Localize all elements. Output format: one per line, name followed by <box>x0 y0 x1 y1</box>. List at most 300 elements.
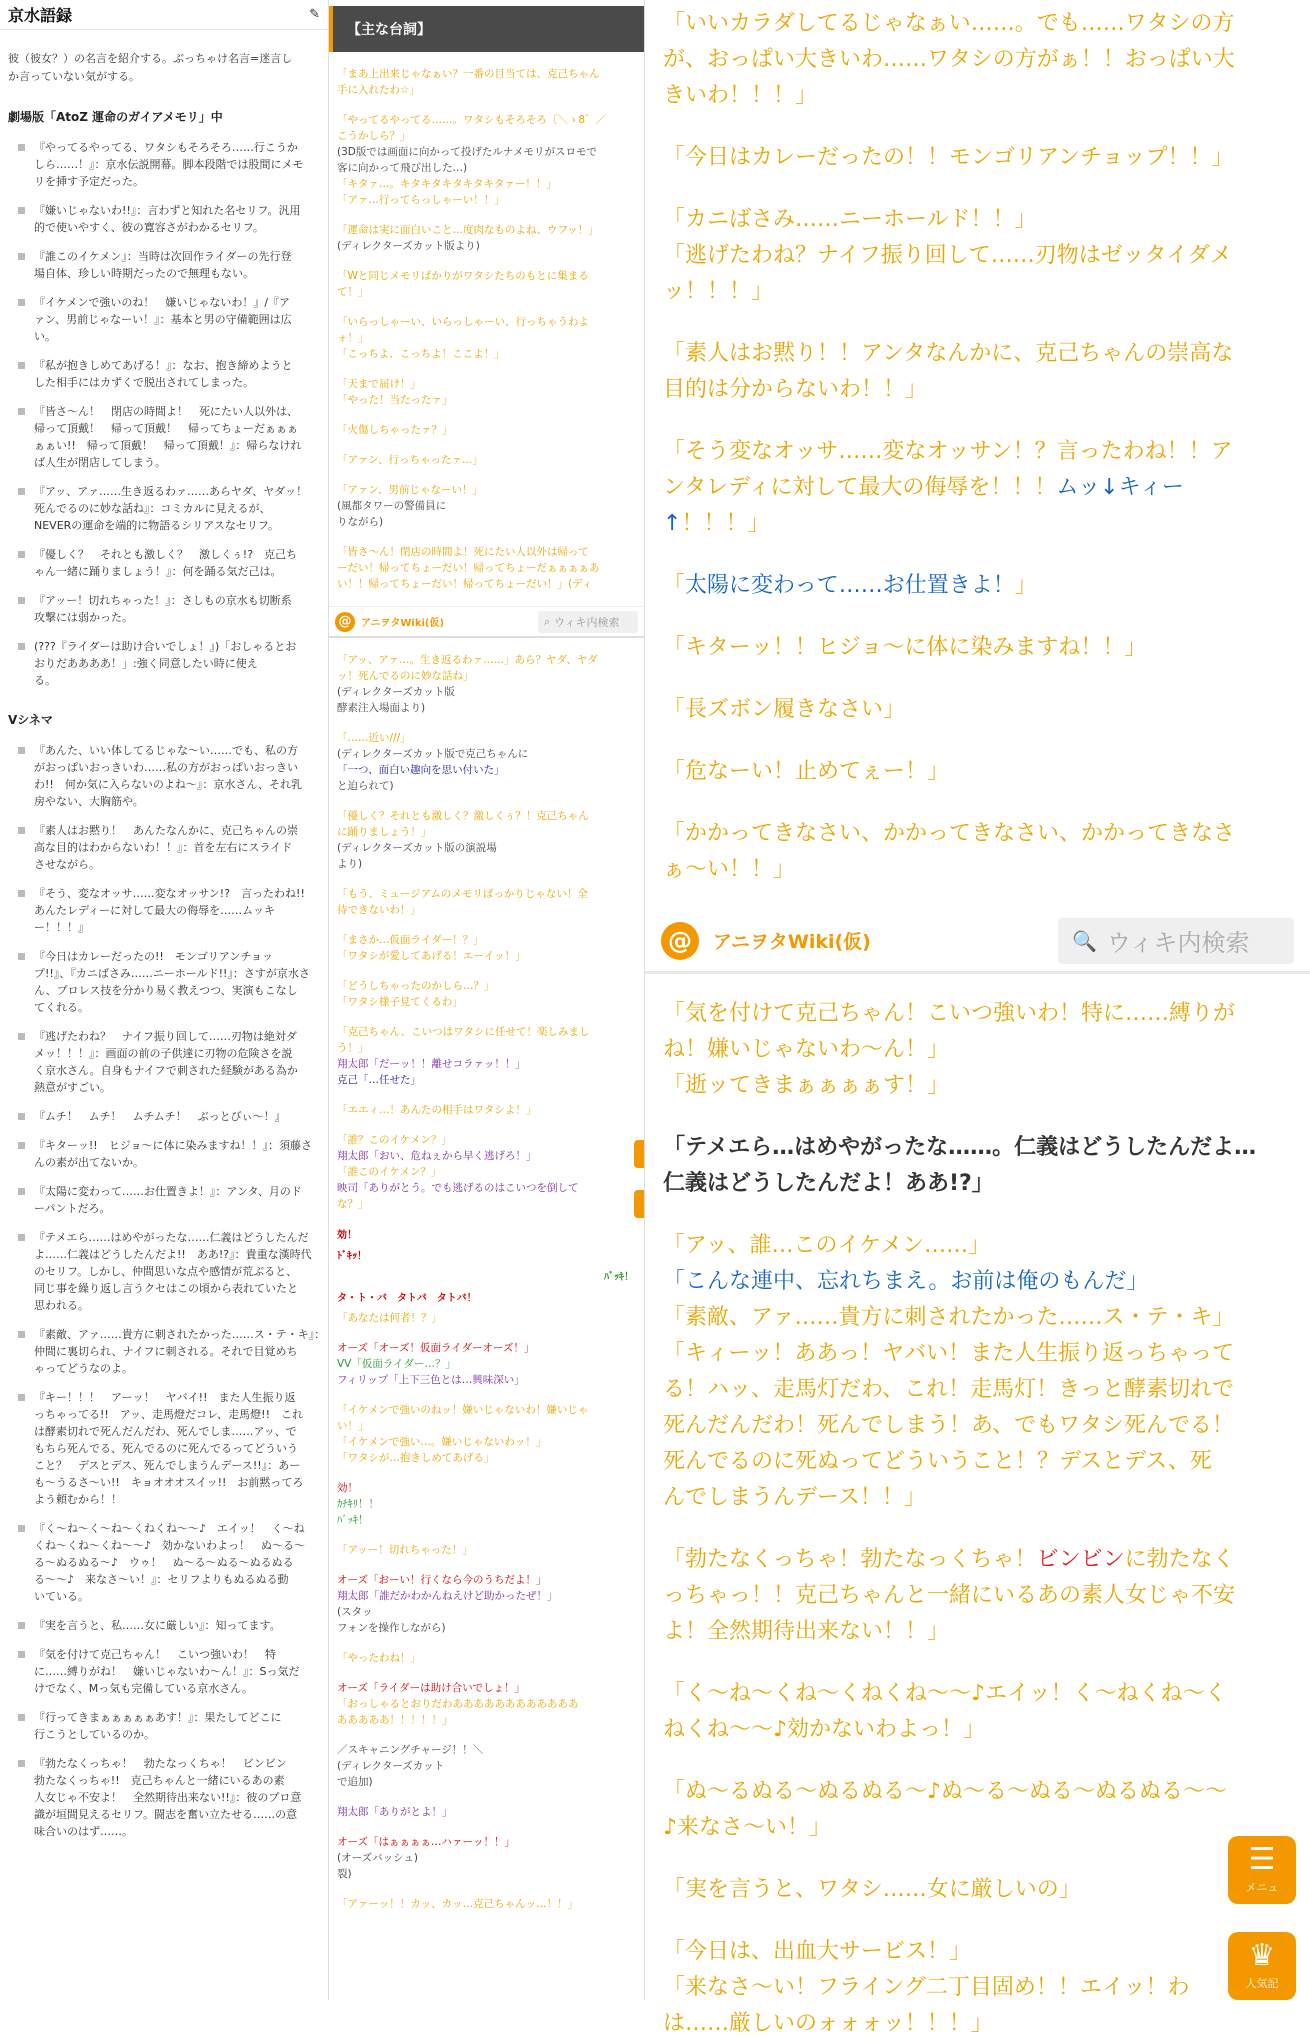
list-item <box>16 592 324 626</box>
section-heading: 劇場版「AtoZ 運命のガイアメモリ」中 <box>8 110 223 124</box>
crown-icon: ♛ <box>1248 1938 1276 1973</box>
quote-block <box>329 652 644 716</box>
list-item-line: 『行ってきまぁぁぁぁぁあす！』：果たしてどこに <box>34 1711 282 1724</box>
quote-block <box>329 314 644 362</box>
wiki-panel-middle <box>328 0 644 2000</box>
quote-block <box>329 66 644 98</box>
quote-line: 「キタァ…。キタキタキタキタキタァー！！」 <box>337 178 557 190</box>
quote-block <box>645 1676 1310 1748</box>
list-item-line: ゃん一緒に踊りましょう！』：何を踊る気だ己は。 <box>34 565 282 578</box>
quote-line: (ディレクターズカット版で克己ちゃんに <box>337 748 529 760</box>
list-item-line: しら……！』：京水伝説開幕。脚本段階では股間にメモ <box>34 158 304 171</box>
list-item <box>16 294 324 345</box>
list-item <box>16 483 324 534</box>
list-item <box>16 638 324 689</box>
list-item-line: リを挿す予定だった。 <box>34 175 144 188</box>
quote-line: オーズ「ライダーは助け合いでしょ！」 <box>337 1682 526 1694</box>
quote-list <box>0 139 328 689</box>
quote-line: で追加) <box>337 1776 373 1788</box>
quote-line: が、おっぱい大きいわ……ワタシの方がぁ！！おっぱい大 <box>663 47 1235 72</box>
menu-icon: ☰ <box>1248 1842 1276 1877</box>
list-item <box>16 1617 324 1634</box>
edit-pencil-icon[interactable]: ✎ <box>309 7 320 22</box>
list-item-line: 識が垣間見えるセリフ。闘志を奮い立たせる……の意 <box>34 1808 298 1821</box>
quote-list-end <box>329 1310 644 1912</box>
quote-line: 「ワタシ様子見てくるわ」 <box>337 996 463 1008</box>
quote-line: 「やってるやってる……。ワタシもそろそろ〔＼ゝ8゛／ <box>337 114 607 126</box>
quote-block <box>329 1804 644 1820</box>
quote-block <box>645 568 1310 604</box>
quote-line: ねくね～～♪効かないわよっ！」 <box>663 1717 986 1742</box>
quote-line: こうかしら？」 <box>337 130 411 142</box>
list-item-line: あんたレディーに対して最大の侮辱を……ムッキ <box>34 904 276 917</box>
list-item <box>16 1389 324 1508</box>
quote-line: フィリップ「上下三色とは…興味深い」 <box>337 1374 525 1386</box>
quote-line: 「太陽に変わって……お仕置きよ！」 <box>663 573 1037 598</box>
quote-block <box>645 1934 1310 2042</box>
quote-line: 「気を付けて克己ちゃん！こいつ強いわ！特に……縛りが <box>663 1001 1236 1026</box>
list-item-line: る～～♪ 来なさ～い！』：セリフよりもぬるぬる動 <box>34 1573 289 1586</box>
list-item <box>16 1137 324 1171</box>
list-item-line: 『皆さ～ん！ 閉店の時間よ！ 死にたい人以外は、 <box>34 405 298 418</box>
quote-line: きいわ！！！」 <box>663 83 818 108</box>
quote-line: ね！嫌いじゃないわ～ん！」 <box>663 1037 950 1062</box>
list-item-line: 熱意がすごい。 <box>34 1081 111 1094</box>
list-item <box>16 139 324 190</box>
quote-line: 「ワタシが愛してあげる！エーイッ！」 <box>337 950 526 962</box>
quote-line: (スタッ <box>337 1606 373 1618</box>
list-item <box>16 1108 324 1125</box>
list-item <box>16 1709 324 1743</box>
quote-line: 「皆さ～ん！閉店の時間よ！死にたい人以外は帰って <box>337 546 589 558</box>
quote-line: 「アァン、行っちゃったァ…」 <box>337 454 483 466</box>
site-logo-text[interactable]: アニヲタWiki(仮) <box>713 931 871 953</box>
list-item-line: も～うるさ～い!! キョオオオスイッ!! お前黙ってろ <box>34 1476 304 1489</box>
quote-line: 効！ <box>337 1482 358 1494</box>
quote-line: ♪来なさ～い！」 <box>663 1815 832 1840</box>
list-item-line: わ!! 何か気に入らないのよね～』：京水さん、それ乳 <box>34 778 302 791</box>
quote-line: オーズ「はぁぁぁぁ…ハァーッ！！」 <box>337 1836 515 1848</box>
site-logo-icon[interactable]: @ <box>661 922 699 960</box>
quote-line: 死んだんだわ！死んでしまう！あ、でもワタシ死んでる！ <box>663 1413 1234 1438</box>
quote-line: 「アァ…行ってらっしゃーい！！」 <box>337 194 505 206</box>
ranking-label: 人気記 <box>1245 1977 1279 1990</box>
list-item-line: いている。 <box>34 1590 89 1603</box>
quote-list-top-large <box>645 6 1310 888</box>
list-item <box>16 357 324 391</box>
quote-line: あああああ！！！！！」 <box>337 1714 453 1726</box>
quote-block <box>329 730 644 794</box>
list-item-line: く京水さん。自身もナイフで刺された経験がある為か <box>34 1064 298 1077</box>
quote-line: 仁義はどうしたんだよ！ああ!?」 <box>663 1171 994 1196</box>
quote-line: 「天まで届け！」 <box>337 378 421 390</box>
quote-line: 「どうしちゃったのかしら…？」 <box>337 980 495 992</box>
quote-line: 「アッー！切れちゃった！」 <box>337 1544 473 1556</box>
quote-line: 「いらっしゃーい、いらっしゃーい、行っちゃうわよ <box>337 316 589 328</box>
quote-list-bottom-large <box>645 996 1310 2042</box>
quote-line: 「キターッ！！ヒジョ～に体に染みますね！！」 <box>663 635 1147 660</box>
quote-line: 「……近い///」 <box>337 732 411 744</box>
quote-line: 「一つ、面白い趣向を思い付いた」 <box>337 764 505 776</box>
quote-line: (ディレクターズカット版 <box>337 686 455 698</box>
quote-line: 翔太郎「だーッ！！離せコラァッ！！」 <box>337 1058 526 1070</box>
quote-line: な？」 <box>337 1198 369 1210</box>
search-icon: 🔍 <box>1072 928 1097 953</box>
quote-line: 「勃たなくっちゃ！勃たなっくちゃ！ビンビンに勃たなく <box>663 1547 1235 1572</box>
quote-line: りながら) <box>337 516 384 528</box>
list-item <box>16 742 324 810</box>
quote-line: ンタレディに対して最大の侮辱を！！！ムッ↓キィー <box>663 475 1184 500</box>
quote-line: ﾊﾞｯｷ！ <box>337 1514 369 1526</box>
sound-effects <box>329 1226 644 1304</box>
site-logo-text[interactable]: アニヲタWiki(仮) <box>361 618 445 629</box>
quote-line: (ディレクターズカット版の演説場 <box>337 842 497 854</box>
quote-block <box>645 140 1310 176</box>
quote-block <box>329 268 644 300</box>
menu-button[interactable] <box>1228 1836 1296 1904</box>
search-input[interactable]: 🔍 ウィキ内検索 <box>1058 918 1294 964</box>
quote-line: (3D版では画面に向かって投げたルナメモリがスロモで <box>337 146 597 158</box>
list-item-line: 『逃げたわね？ ナイフ振り回して……刃物は絶対ダ <box>34 1030 297 1043</box>
quote-line: 目的は分からないわ！！」 <box>663 377 928 402</box>
list-item-line: 『優しく？ それとも激しく？ 激しくぅ!? 克己ち <box>34 548 298 561</box>
list-item-line: に……縛りがね！ 嫌いじゃないわ～ん！』：Sっ気だ <box>34 1665 300 1678</box>
menu-label: メニュ <box>1245 1881 1279 1894</box>
list-item-line: 『今日はカレーだったの!! モンゴリアンチョッ <box>34 950 274 963</box>
quote-line: 「やったわね！」 <box>337 1652 421 1664</box>
list-item-line: よう頼むから！！ <box>34 1493 122 1506</box>
quote-line: 待できないわ！」 <box>337 904 421 916</box>
sound-effect-text: ﾊﾞｯｷ！ <box>604 1272 634 1283</box>
quote-block <box>645 1774 1310 1846</box>
site-header-bar-large <box>645 910 1310 974</box>
list-item <box>16 822 324 873</box>
page-header <box>0 0 328 30</box>
list-item-line: 味合いのはず……。 <box>34 1825 133 1838</box>
quote-line: 「長ズボン履きなさい」 <box>663 697 906 722</box>
quote-line: ／スキャニングチャージ！！＼ <box>337 1744 484 1756</box>
list-item-line: 『私が抱きしめてあげる！』：なお、抱き締めようと <box>34 359 293 372</box>
quote-line: 「キィーッ！ああっ！ヤバい！また人生振り返っちゃって <box>663 1341 1235 1366</box>
list-item-line: 勃たなくっちゃ!! 克己ちゃんと一緒にいるあの素 <box>34 1774 285 1787</box>
quote-line: 「運命は実に面白いこと…度肉なものよね、ウフッ！」 <box>337 224 599 236</box>
quote-line: (ディレクターズカット版より) <box>337 240 480 252</box>
quote-line: 「克己ちゃん、こいつはワタシに任せて！楽しみまし <box>337 1026 590 1038</box>
list-item-line: 『嫌いじゃないわ!!』：言わずと知れた名セリフ。汎用 <box>34 204 301 217</box>
quote-line: 酵素注入場面より) <box>337 702 426 714</box>
quote-block <box>329 1834 644 1882</box>
quote-block <box>645 1542 1310 1650</box>
quote-line: ッ！死んでるのに妙な話ね」 <box>337 670 474 682</box>
list-item-line: もちら死んでる、死んでるのに死んでるってどういう <box>34 1442 298 1455</box>
quote-line: っちゃっ！！克己ちゃんと一緒にいるあの素人女じゃ不安 <box>663 1583 1236 1608</box>
list-item-line: ー！！！』 <box>34 921 89 934</box>
list-item <box>16 1229 324 1314</box>
quote-line: 「アァーッ！！カッ、カッ…克己ちゃんッ…！！」 <box>337 1898 579 1910</box>
quote-block <box>329 1572 644 1636</box>
quote-line: と迫られて) <box>337 780 394 792</box>
quote-block <box>645 630 1310 666</box>
quote-list-top <box>329 66 644 592</box>
quote-line: よ！全然期待出来ない！！」 <box>663 1619 950 1644</box>
list-item-line: 『ムチ！ ムチ！ ムチムチ！ ぶっとびぃ～！』 <box>34 1110 286 1123</box>
quote-line: 「ぬ～るぬる～ぬるぬる～♪ぬ～る～ぬる～ぬるぬる～～ <box>663 1779 1228 1804</box>
list-item-line: 『アッー！切れちゃった！』：さしもの京水も切断系 <box>34 594 292 607</box>
list-item <box>16 885 324 936</box>
quote-line: 翔太郎「誰だかわかんねえけど助かったぜ！」 <box>337 1590 558 1602</box>
list-item-line: 死んでるのに妙な話ね』：コミカルに見えるが、 <box>34 502 271 515</box>
list-item-line: くね～くね～くね～～♪ 効かないわよっ！ ぬ～る～ <box>34 1539 306 1552</box>
quote-block <box>645 434 1310 542</box>
list-item-line: 『アッ、アァ……生き返るわァ……あらヤダ、ヤダッ！ <box>34 485 308 498</box>
list-item-line: 帰って頂戴！ 帰って頂戴！ 帰ってちょーだぁぁぁ <box>34 422 298 435</box>
quote-line: 「やった！当たったァ」 <box>337 394 453 406</box>
list-item-line: ば人生が閉店してしまう。 <box>34 456 166 469</box>
quote-block <box>329 1896 644 1912</box>
list-item-line: 思われる。 <box>34 1299 89 1312</box>
quote-block <box>645 6 1310 114</box>
quote-block <box>329 1024 644 1088</box>
list-item-line: は酵素切れで死んだんだわ、死んでしま……アッ、で <box>34 1425 297 1438</box>
quote-line: 「エエィ…！あんたの相手はワタシよ！」 <box>337 1104 537 1116</box>
quote-block <box>329 978 644 1010</box>
quote-line: 「いいカラダしてるじゃなぁい……。でも……ワタシの方 <box>663 11 1235 36</box>
quote-line: ↑！！！」 <box>663 511 770 536</box>
list-item <box>16 403 324 471</box>
quote-line: 「Wと同じメモリばかりがワタシたちのもとに集まる <box>337 270 589 282</box>
wiki-panel-right <box>644 0 1310 2036</box>
quote-block <box>329 1742 644 1790</box>
list-item-line: おりだああああ！」:強く同意したい時に使え <box>34 657 258 670</box>
list-item <box>16 1028 324 1096</box>
quote-line: 「逝ッてきまぁぁぁぁす！」 <box>663 1073 950 1098</box>
list-item-line: 仲間に裏切られ、ナイフに刺される。それで目覚めち <box>34 1345 298 1358</box>
quote-line: 「アッ、アァ…。生き返るわァ……」あら？ヤダ、ヤダ <box>337 654 598 666</box>
quote-block <box>329 422 644 438</box>
quote-line: 「優しく？それとも激しく？激しくぅ？！克己ちゃん <box>337 810 589 822</box>
highlighted-text: 太陽に変わって……お仕置きよ！ <box>685 573 1015 598</box>
quote-line: 翔太郎「おい、危ねぇから早く逃げろ！」 <box>337 1150 537 1162</box>
quote-line: 「素人はお黙り！！アンタなんかに、克己ちゃんの崇高な <box>663 341 1234 366</box>
quote-block <box>645 336 1310 408</box>
list-item-line: 『やってるやってる、ワタシもそろそろ……行こうか <box>34 141 298 154</box>
quote-line: オーズ「オーズ！仮面ライダーオーズ！」 <box>337 1342 535 1354</box>
quote-block <box>645 692 1310 728</box>
search-input[interactable]: ⌕ ウィキ内検索 <box>538 611 638 633</box>
quote-line: ぁ～い！！」 <box>663 857 796 882</box>
list-item-line: る～ぬるぬる～♪ ウゥ！ ぬ～る～ぬる～ぬるぬる <box>34 1556 294 1569</box>
quote-block <box>329 1480 644 1528</box>
list-item-line: んの素が出てないか。 <box>34 1156 144 1169</box>
quote-line: 「あなたは何者！？」 <box>337 1312 442 1324</box>
quote-line: 裂) <box>337 1868 352 1880</box>
quote-line: 克己「…任せた」 <box>337 1074 421 1086</box>
quote-line: 「誰？このイケメン？」 <box>337 1134 452 1146</box>
quote-line: 「イケメンで強い…。嫌いじゃないわッ！」 <box>337 1436 547 1448</box>
list-item-line: のセリフ。しかし、仲間思いな点や感情が荒ぶると、 <box>34 1265 298 1278</box>
list-item-line: 『素人はお黙り！ あんたなんかに、克己ちゃんの崇 <box>34 824 298 837</box>
quote-block <box>329 1542 644 1558</box>
list-item-line: よ……仁義はどうしたんだよ!! ああ!?』：貴重な漢時代 <box>34 1248 312 1261</box>
section-header: 【主な台詞】 <box>329 6 644 52</box>
list-item-line: 『キー！！！ アーッ！ ヤバイ!! また人生振り返 <box>34 1391 296 1404</box>
list-item-line: こと？ デスとデス、死んでしまうんデース!!』：あー <box>34 1459 301 1472</box>
quote-line: 「素敵、アァ……貴方に刺されたかった……ス・テ・キ」 <box>663 1305 1235 1330</box>
quote-line: 「そう変なオッサ……変なオッサン！？言ったわね！！ア <box>663 439 1233 464</box>
quote-line: 「まさか…仮面ライダー！？」 <box>337 934 484 946</box>
list-item-line: 『そう、変なオッサ……変なオッサン!? 言ったわね!! <box>34 887 305 900</box>
quote-line: 手に入れたわ☆」 <box>337 84 420 96</box>
quote-line: 「こっちよ、こっちよ！ここよ！」 <box>337 348 505 360</box>
quote-line: 「もう、ミュージアムのメモリばっかりじゃない！全 <box>337 888 588 900</box>
quote-line: 「こんな連中、忘れちまえ。お前は俺のもんだ」 <box>663 1269 1149 1294</box>
quote-line: 客に向かって飛び出した…) <box>337 162 468 174</box>
quote-line: ーだい！帰ってちょーだい！帰ってちょーだぁぁぁぁあ <box>337 562 600 574</box>
quote-line: 「今日はカレーだったの！！モンゴリアンチョップ！！」 <box>663 145 1234 170</box>
quote-line: 「アァン、男前じゃなーい！」 <box>337 484 483 496</box>
search-icon: ⌕ <box>544 614 551 628</box>
quote-line: に踊りましょう！」 <box>337 826 432 838</box>
quote-block <box>645 1130 1310 1202</box>
quote-line: 「今日は、出血大サービス！」 <box>663 1939 972 1964</box>
quote-block <box>329 932 644 964</box>
list-item-line: 『あんた、いい体してるじゃな～い……でも、私の方 <box>34 744 298 757</box>
list-item-line: 『太陽に変わって……お仕置きよ！』：アンタ、月のド <box>34 1185 302 1198</box>
quote-line: 「まあ上出来じゃなぁい？一番の目当ては、克己ちゃん <box>337 68 600 80</box>
list-item-line: 場自体、珍しい時期だったので無理もない。 <box>34 267 254 280</box>
list-item-line: がおっぱいおっきいわ……私の方がおっぱいおっきい <box>34 761 298 774</box>
quote-line: より) <box>337 858 363 870</box>
list-item-line: メッ！！！』：画面の前の子供達に刃物の危険さを説 <box>34 1047 293 1060</box>
list-item <box>16 1520 324 1605</box>
quote-list <box>0 742 328 1840</box>
quote-block <box>329 1132 644 1212</box>
side-tab-2[interactable] <box>634 1190 644 1218</box>
list-item-line: けでなく、Mっ気も完備している京水さん。 <box>34 1682 253 1695</box>
list-item-line: 『く～ね～く～ね～くねくね～～♪ エイッ！ く～ね <box>34 1522 305 1535</box>
quote-line: 「実を言うと、ワタシ……女に厳しいの」 <box>663 1877 1081 1902</box>
side-tab-1[interactable] <box>634 1140 644 1168</box>
list-item-line: させながら。 <box>34 858 100 871</box>
quote-block <box>329 112 644 208</box>
list-item-line: 同じ事を繰り返し言うクセはこの頃から表れていたと <box>34 1282 298 1295</box>
quote-line: 映司「ありがとう。でも逃げるのはこいつを倒して <box>337 1182 579 1194</box>
quote-line: ｶﾁｷﾘ！！ <box>337 1498 379 1510</box>
quote-line: 「火傷しちゃったァ？」 <box>337 424 453 436</box>
site-logo-icon[interactable]: @ <box>335 612 355 632</box>
highlighted-text: ビンビン <box>1036 1547 1125 1572</box>
quote-line: (ディレクターズカット <box>337 1760 445 1772</box>
quote-block <box>329 808 644 872</box>
list-item-line: プ!!』、『カニばさみ……ニーホールド!!』：さすが京水さ <box>34 967 310 980</box>
list-item <box>16 1183 324 1217</box>
list-item-line: 『テメエら……はめやがったな……仁義はどうしたんだ <box>34 1231 309 1244</box>
quote-block <box>329 544 644 592</box>
list-item-line: 房やない、大胸筋や。 <box>34 795 144 808</box>
sound-effect-text: 効！ <box>337 1230 357 1241</box>
quote-line: 死んでるのに死ぬってどういうこと！？デスとデス、死 <box>663 1449 1212 1474</box>
quote-block <box>329 1680 644 1728</box>
sound-effect-text: ﾄﾞｷｯ！ <box>337 1251 367 1262</box>
list-item-line: てくれる。 <box>34 1001 89 1014</box>
list-item-line: 『素敵、アァ……貴方に刺されたかった……ス・テ・キ』： <box>34 1328 326 1341</box>
quote-block <box>329 376 644 408</box>
quote-block <box>329 1102 644 1118</box>
site-header-bar <box>329 606 644 638</box>
list-item-line: ぁぁい!! 帰って頂戴！ 帰って頂戴！』：帰らなけれ <box>34 439 302 452</box>
quote-line: んでしまうんデース！！」 <box>663 1485 926 1510</box>
quote-block <box>645 816 1310 888</box>
list-item-line: ゃってどうなのよ。 <box>34 1362 133 1375</box>
quote-line: て！」 <box>337 286 369 298</box>
quote-block <box>645 202 1310 310</box>
quote-line: 「来なさ～い！フライング二丁目固め！！エイッ！わ <box>663 1975 1190 2000</box>
quote-line: う！」 <box>337 1042 369 1054</box>
quote-block <box>329 1650 644 1666</box>
quote-block <box>645 1872 1310 1908</box>
list-item-line: い。 <box>34 330 56 343</box>
list-item-line: 『気を付けて克己ちゃん！ こいつ強いわ！ 特 <box>34 1648 276 1661</box>
quote-line: 「かかってきなさい、かかってきなさい、かかってきなさ <box>663 821 1236 846</box>
quote-block <box>329 452 644 468</box>
quote-line: 「テメエら…はめやがったな……。仁義はどうしたんだよ… <box>663 1135 1257 1160</box>
quote-line: 「危なーい！止めてぇー！」 <box>663 759 950 784</box>
list-item-line: 高な目的はわからないわ！！』：首を左右にスライド <box>34 841 293 854</box>
list-item <box>16 1646 324 1697</box>
list-item-line: 行こうとしているのか。 <box>34 1728 155 1741</box>
list-item-line: 人女じゃ不安よ！ 全然期待出来ない!!』：彼のプロ意 <box>34 1791 302 1804</box>
quote-line: い！！帰ってちょーだい！帰ってちょーだい！」(ディ <box>337 578 593 590</box>
quote-line: 「く～ね～くね～くねくね～～♪エイッ！く～ねくね～く <box>663 1681 1227 1706</box>
list-item-line: 『実を言うと、私……女に厳しい』：知ってます。 <box>34 1619 281 1632</box>
list-item <box>16 248 324 282</box>
list-item <box>16 546 324 580</box>
quote-line: 「ワタシが…抱きしめてあげる」 <box>337 1452 495 1464</box>
quote-line: 「誰このイケメン？」 <box>337 1166 442 1178</box>
list-item-line: 『勃たなくっちゃ！ 勃たなっくちゃ！ ビンビン <box>34 1757 287 1770</box>
list-item-line: っちゃってる!! アッ、走馬燈だコレ、走馬燈!! これ <box>34 1408 303 1421</box>
quote-sections <box>0 108 328 1840</box>
list-item <box>16 1326 324 1377</box>
list-item-line: 的で使いやすく、彼の寛容さがわかるセリフ。 <box>34 221 264 234</box>
quote-list-bottom <box>329 652 644 1212</box>
quote-line: 「アッ、誰…このイケメン……」 <box>663 1233 991 1258</box>
quote-line: VV「仮面ライダー…？」 <box>337 1358 457 1370</box>
list-item-line: ん、プロレス技を分かり易く教えつつ、実演もこなし <box>34 984 298 997</box>
list-item <box>16 1755 324 1840</box>
highlighted-text: ムッ↓キィー <box>1056 475 1184 500</box>
list-item-line: した相手にはカずくで脱出されてしまった。 <box>34 376 254 389</box>
wiki-panel-left <box>0 0 328 2000</box>
quote-line: 「カニばさみ……ニーホールド！！」 <box>663 207 1037 232</box>
sound-effect-text: タ・ト・バ タトバ タトバ！ <box>337 1293 477 1304</box>
quote-block <box>645 996 1310 1104</box>
list-item-line: る。 <box>34 674 56 687</box>
list-item-line: 『イケメンで強いのね！ 嫌いじゃないわ！』/『ア <box>34 296 291 309</box>
quote-block <box>329 222 644 254</box>
quote-line: 「イケメンで強いのねッ！嫌いじゃないわ！嫌いじゃ <box>337 1404 589 1416</box>
quote-block <box>329 886 644 918</box>
list-item-line: (???『ライダーは助け合いでしょ！』)「おしゃるとお <box>34 640 297 653</box>
quote-line: 翔太郎「ありがとよ！」 <box>337 1806 453 1818</box>
quote-block <box>329 1340 644 1388</box>
list-item <box>16 948 324 1016</box>
highlighted-text: ↑ <box>663 511 682 536</box>
quote-line: ォ！」 <box>337 332 369 344</box>
quote-block <box>645 754 1310 790</box>
list-item-line: ァン、男前じゃなーい！』：基本と男の守備範囲は広 <box>34 313 292 326</box>
ranking-button[interactable] <box>1228 1932 1296 2000</box>
